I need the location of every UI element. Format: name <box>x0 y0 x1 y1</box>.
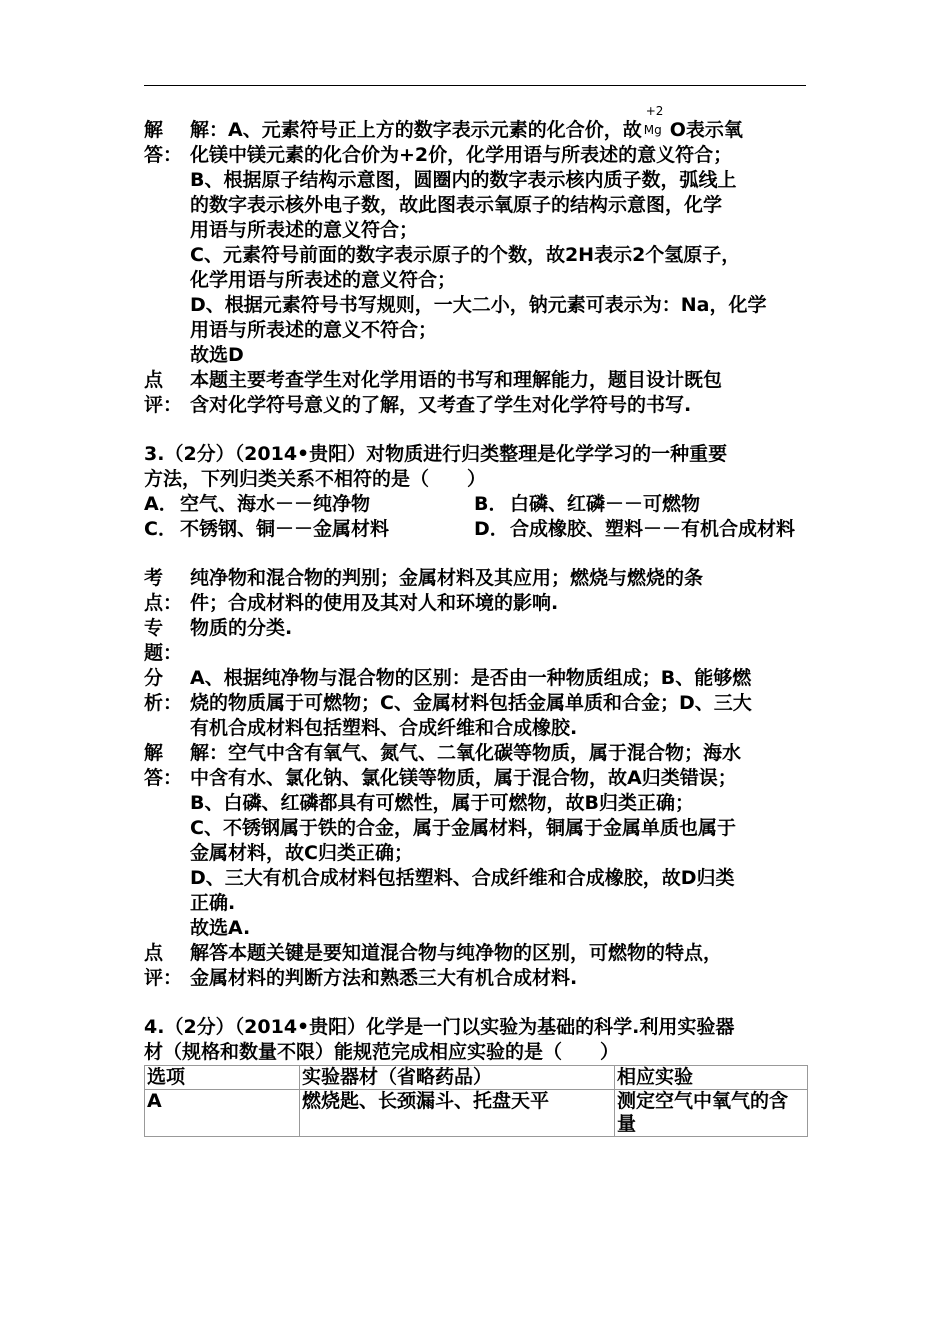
section-label: 分 析： <box>144 667 183 714</box>
section-body: 纯净物和混合物的判别；金属材料及其应用；燃烧与燃烧的条 件；合成材料的使用及其对人和环境的影响. <box>190 567 704 614</box>
answer-line: B、根据原子结构示意图，圆圈内的数字表示核内质子数，弧线上 <box>190 169 737 191</box>
question-4-stem: 4.（2分）（2014•贵阳）化学是一门以实验为基础的科学.利用实验器 材（规格和数量不限）能规范完成相应实验的是（ ） <box>144 1016 735 1063</box>
table-header-cell: 选项 <box>145 1066 300 1090</box>
option-d: D． 合成橡胶、塑料－－有机合成材料 <box>474 518 796 540</box>
answer-line: 故选D <box>190 344 244 366</box>
answer-line: 化学用语与所表述的意义符合； <box>190 269 457 291</box>
header-rule <box>144 85 806 86</box>
section-label: 考 点： <box>144 567 183 614</box>
q3-jieda-section <box>144 741 808 941</box>
table-header-cell: 相应实验 <box>615 1066 808 1090</box>
q2-answer-section <box>144 104 808 368</box>
section-body <box>190 104 808 368</box>
q3-zhuanti-section <box>144 616 808 666</box>
experiment-table <box>144 1065 808 1137</box>
section-label: 解 答： <box>144 119 183 166</box>
option-b: B． 白磷、红磷－－可燃物 <box>474 493 701 515</box>
mg-valence-formula: +2 Mg <box>643 104 664 137</box>
option-a: A． 空气、海水－－纯净物 <box>144 493 371 515</box>
section-label: 点 评： <box>144 369 183 416</box>
answer-line: 用语与所表述的意义不符合； <box>190 319 438 341</box>
section-label: 点 评： <box>144 942 183 989</box>
section-label: 解 答： <box>144 742 183 789</box>
document-page <box>144 104 808 1137</box>
table-header-cell: 实验器材（省略药品） <box>300 1066 615 1090</box>
q3-dianping-section <box>144 941 808 991</box>
question-3-stem: 3.（2分）（2014•贵阳）对物质进行归类整理是化学学习的一种重要 方法，下列归类关系不相符的是（ ） <box>144 443 728 490</box>
answer-line: D、根据元素符号书写规则，一大二小，钠元素可表示为：Na，化学 <box>190 294 767 316</box>
table-cell: A <box>145 1090 300 1137</box>
table-cell: 燃烧匙、长颈漏斗、托盘天平 <box>300 1090 615 1137</box>
answer-line: 化镁中镁元素的化合价为+2价，化学用语与所表述的意义符合； <box>190 144 733 166</box>
section-body: 本题主要考查学生对化学用语的书写和理解能力，题目设计既包 含对化学符号意义的了解，又考查了学生对化学符号的书写. <box>190 369 723 416</box>
table-header-row <box>145 1066 808 1090</box>
answer-line: C、元素符号前面的数字表示原子的个数，故2H表示2个氢原子， <box>190 244 741 266</box>
question-3-options <box>144 492 808 542</box>
table-row <box>145 1090 808 1137</box>
section-body: 解答本题关键是要知道混合物与纯净物的区别，可燃物的特点， 金属材料的判断方法和熟悉三大有机合成材料. <box>190 942 723 989</box>
section-body: A、根据纯净物与混合物的区别：是否由一种物质组成；B、能够燃 烧的物质属于可燃物；C、金属材料包括金属单质和合金；D、三大 有机合成材料包括塑料、合成纤维和合成橡胶. <box>190 667 752 739</box>
section-body: 物质的分类. <box>190 617 293 639</box>
table-cell: 测定空气中氧气的含量 <box>615 1090 808 1137</box>
answer-line: 的数字表示核外电子数，故此图表示氧原子的结构示意图，化学 <box>190 194 723 216</box>
section-label: 专 题： <box>144 617 183 664</box>
section-body: 解：空气中含有氧气、氮气、二氧化碳等物质，属于混合物；海水 中含有水、氯化钠、氯化镁等物质，属于混合物，故A归类错误； B、白磷、红磷都具有可燃性，属于可燃物，故B归类正确； C、不锈钢属于铁的合金，属于金属材料，铜属于金属单质也属于 金属材料，故C归类正确； D、三大有机合成材料包括塑料、合成纤维和合成橡胶，故D归类 正确. 故选A. <box>190 742 742 939</box>
q2-comment-section <box>144 368 808 418</box>
answer-line: 用语与所表述的意义符合； <box>190 219 419 241</box>
q3-fenxi-section <box>144 666 808 741</box>
option-c: C． 不锈钢、铜－－金属材料 <box>144 518 390 540</box>
answer-line: 解：A、元素符号正上方的数字表示元素的化合价，故 +2 Mg O表示氧 <box>190 104 743 141</box>
q3-kaodian-section <box>144 566 808 616</box>
